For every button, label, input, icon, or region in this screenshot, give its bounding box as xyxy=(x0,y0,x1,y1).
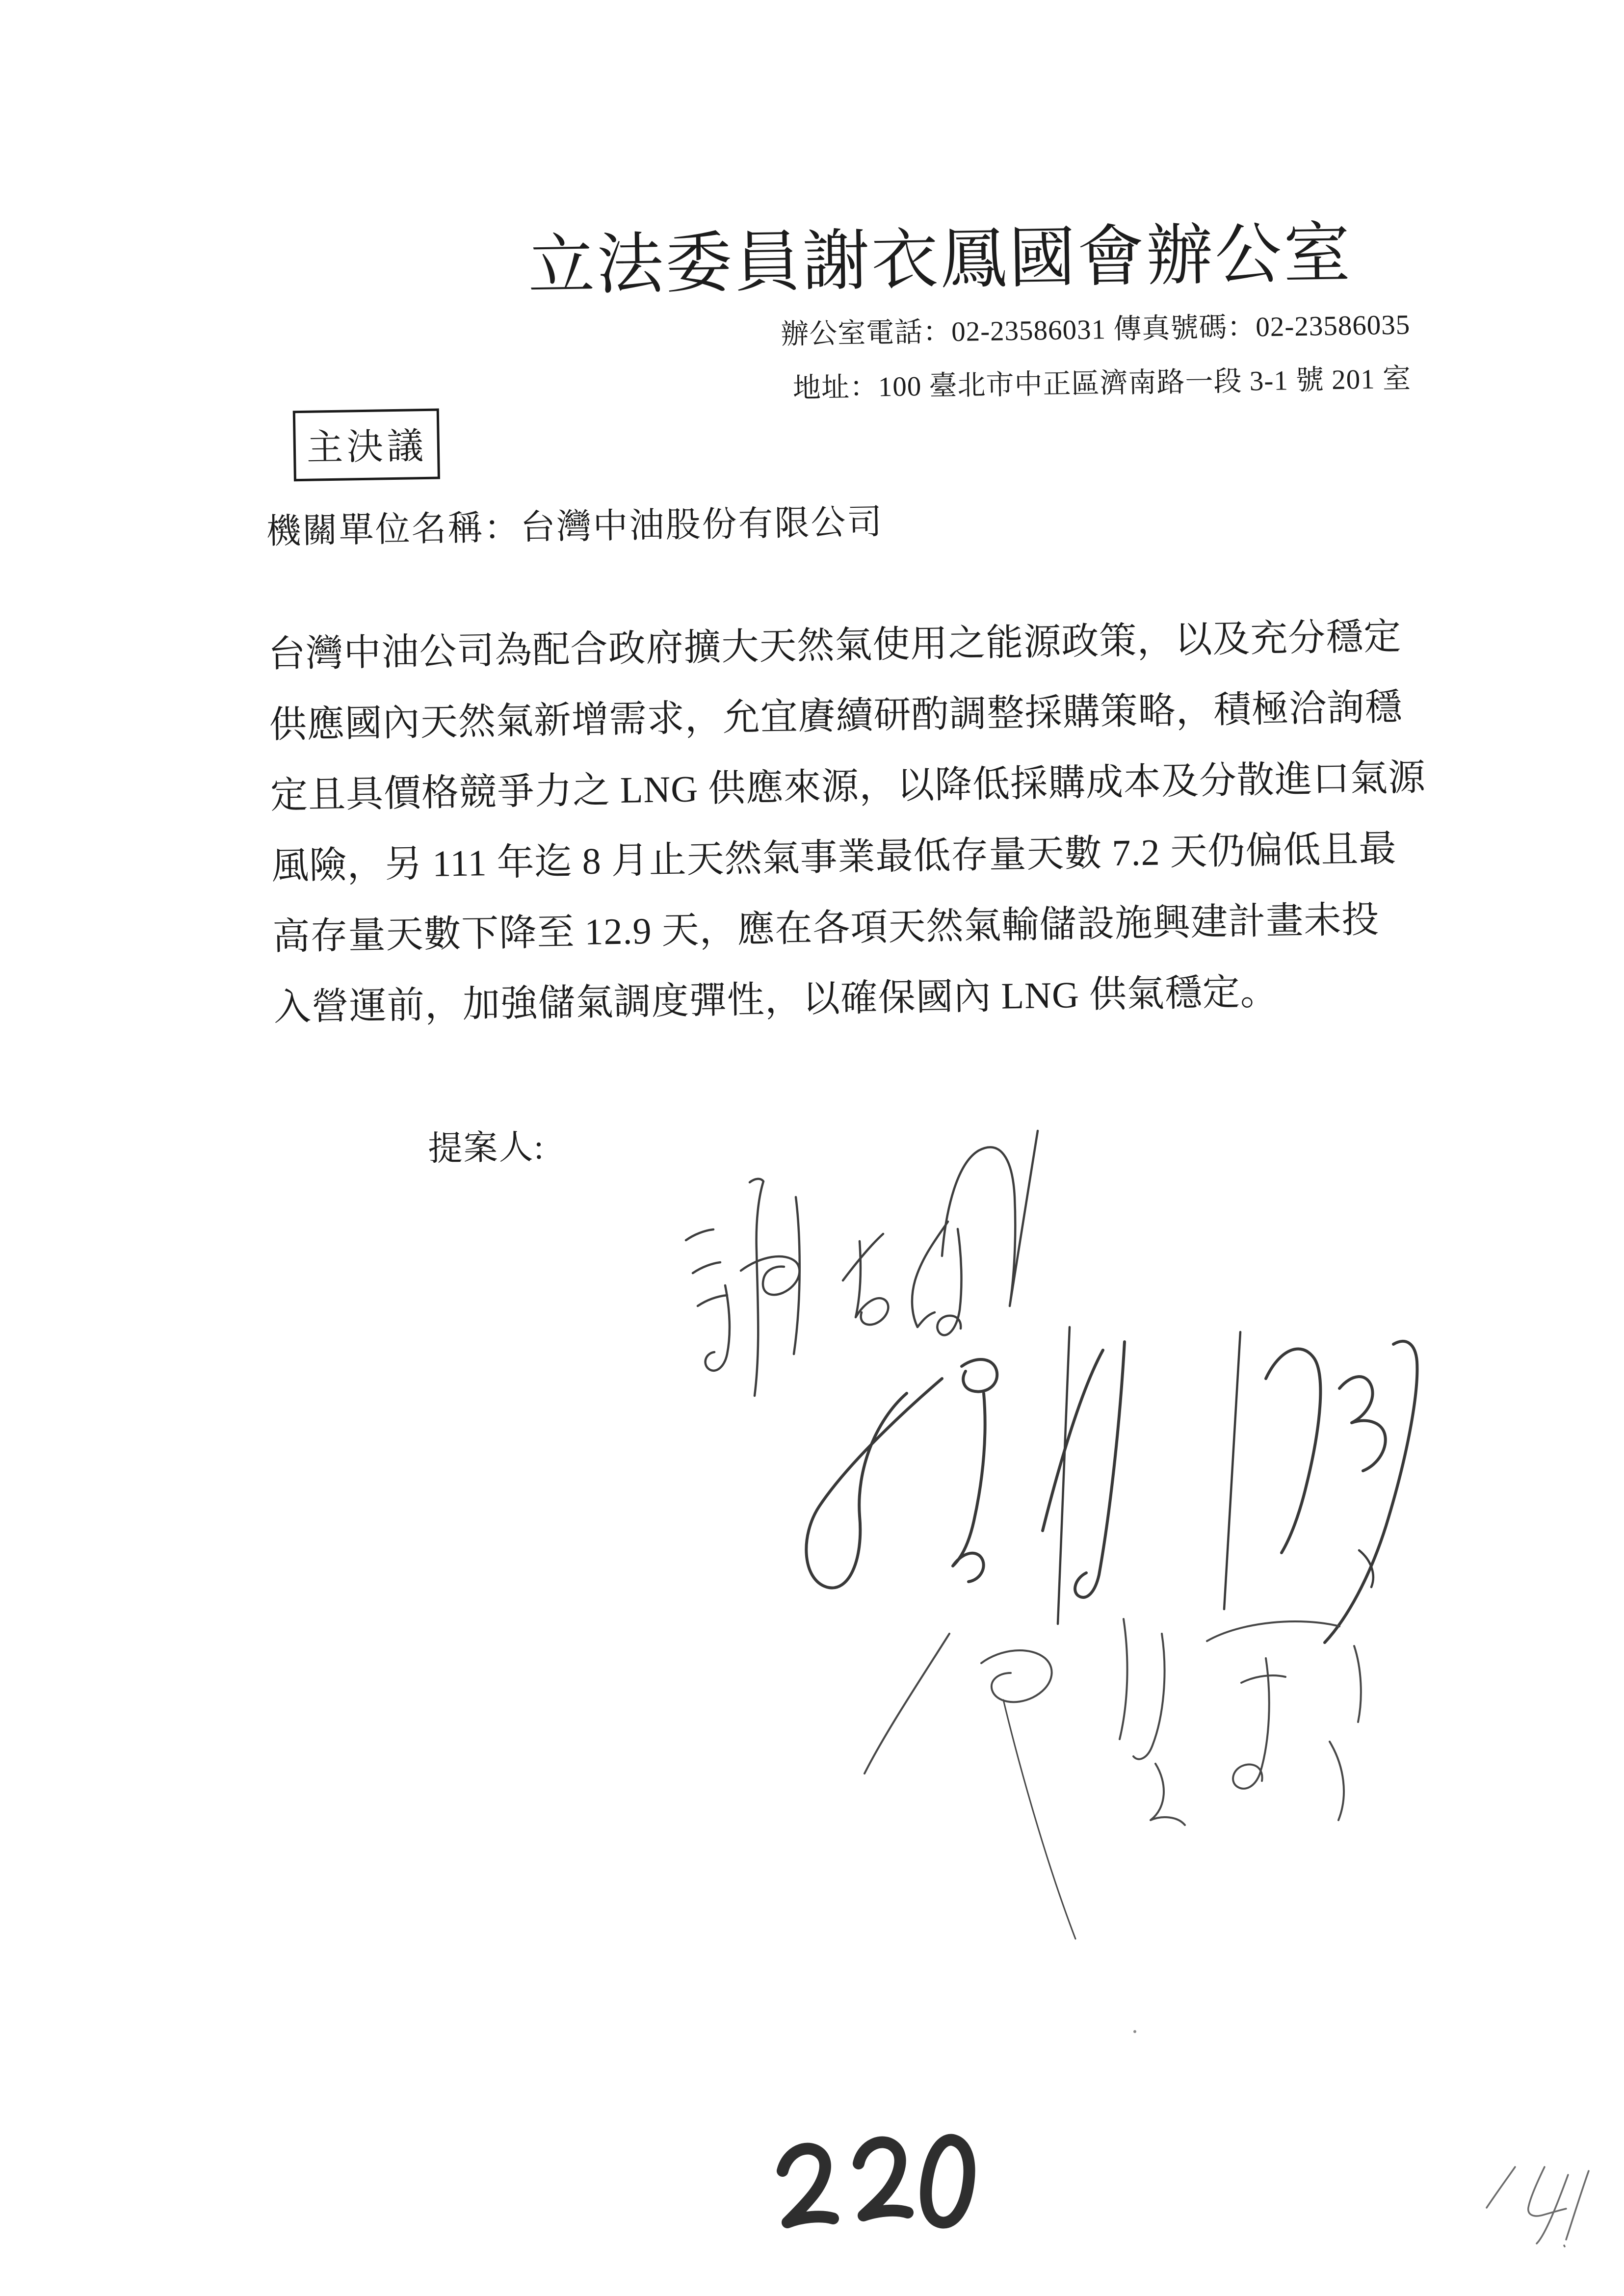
ink-speck xyxy=(1133,2030,1136,2033)
body-line: 高存量天數下降至 12.9 天，應在各項天然氣輸儲設施興建計畫未投 xyxy=(272,899,1380,958)
contact-phone-fax-line: 辦公室電話：02-23586031 傳真號碼：02-23586035 xyxy=(780,309,1411,350)
body-line: 台灣中油公司為配合政府擴大天然氣使用之能源政策，以及充分穩定 xyxy=(267,616,1402,676)
body-paragraph xyxy=(267,601,1429,1043)
doc-type-badge: 主決議 xyxy=(293,409,440,482)
body-line: 入營運前，加強儲氣調度彈性，以確保國內 LNG 供氣穩定。 xyxy=(273,971,1279,1028)
page-title: 立法委員謝衣鳳國會辦公室 xyxy=(527,217,1353,304)
body-line: 定且具價格競爭力之 LNG 供應來源，以降低採購成本及分散進口氣源 xyxy=(270,757,1426,817)
proposer-label: 提案人: xyxy=(427,1128,545,1169)
handwritten-page-number xyxy=(765,2124,991,2242)
body-line: 風險，另 111 年迄 8 月止天然氣事業最低存量天數 7.2 天仍偏低且最 xyxy=(271,828,1397,887)
body-line: 供應國內天然氣新增需求，允宜賡續研酌調整採購策略，積極洽詢穩 xyxy=(269,686,1403,746)
handwritten-corner-number xyxy=(1472,2156,1599,2249)
contact-address-line: 地址：100 臺北市中正區濟南路一段 3-1 號 201 室 xyxy=(792,363,1412,404)
signature-3-icon xyxy=(834,1599,1398,1953)
agency-line: 機關單位名稱：台灣中油股份有限公司 xyxy=(265,503,884,551)
